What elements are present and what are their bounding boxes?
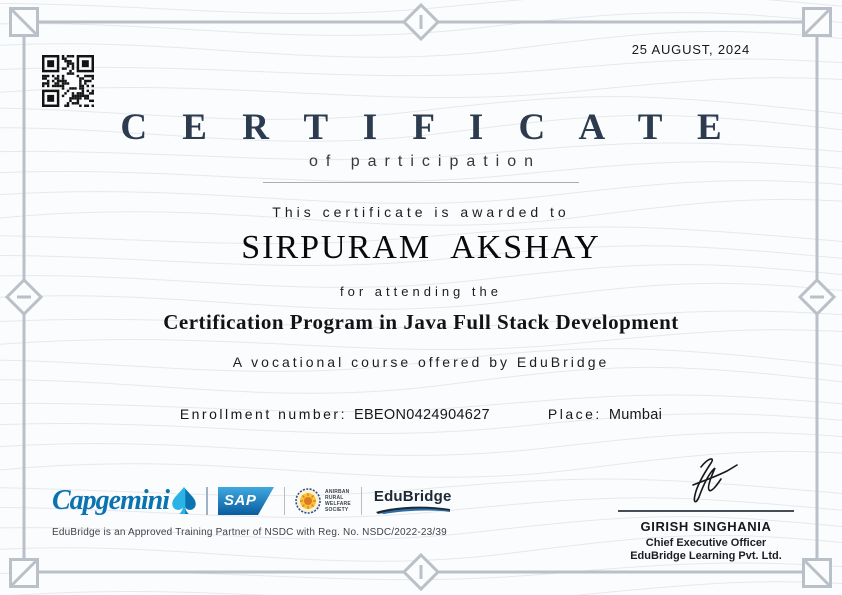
edubridge-logo [374,488,452,514]
signature-block [608,455,804,562]
nsdc-partner-note: EduBridge is an Approved Training Partner of NSDC with Reg. No. NSDC/2022-23/39 [52,527,447,538]
signature-scribble [663,455,749,505]
awarded-to-label: This certificate is awarded to [272,203,570,220]
place-label: Place: [547,406,602,422]
place-group [548,406,662,423]
capgemini-logo [52,487,196,515]
qr-code [42,55,94,107]
society-line: RURAL [325,494,344,501]
society-line: WELFARE [325,501,351,507]
signature-line [618,510,794,512]
recipient-name: SIRPURAM AKSHAY [241,228,601,266]
sap-wordmark: SAP [224,492,257,509]
society-name-lines [325,489,351,514]
certificate-subtitle: of participation [308,152,542,170]
partner-logo-bar [52,478,452,524]
society-line: SOCIETY [325,507,349,514]
sap-logo [218,487,274,515]
enrollment-row [0,406,842,423]
course-offer-line: A vocational course offered by EduBridge [232,353,610,370]
capgemini-spade-icon [172,487,196,514]
society-emblem-icon [295,488,321,514]
enrollment-label: Enrollment number: [179,406,347,422]
enrollment-group [180,406,490,423]
certificate-title: C E R T I F I C A T E [120,107,735,148]
title-divider-line [263,182,579,183]
signatory-name: GIRISH SINGHANIA [640,519,772,534]
program-name: Certification Program in Java Full Stack Development [163,309,679,334]
edubridge-swoosh-icon [376,505,450,514]
signatory-company: EduBridge Learning Pvt. Ltd. [630,550,782,562]
signatory-title: Chief Executive Officer [645,537,767,549]
enrollment-number: EBEON0424904627 [353,407,490,423]
anirban-society-logo [295,488,351,514]
attending-label: for attending the [340,283,502,299]
logo-divider [206,487,208,515]
society-line: ANIRBAN [325,488,350,495]
logo-divider [361,487,362,515]
place-value: Mumbai [608,407,663,423]
capgemini-wordmark: Capgemini [52,485,170,516]
edubridge-wordmark: EduBridge [373,488,452,505]
logo-divider [284,487,285,515]
certificate-date: 25 AUGUST, 2024 [631,42,750,57]
